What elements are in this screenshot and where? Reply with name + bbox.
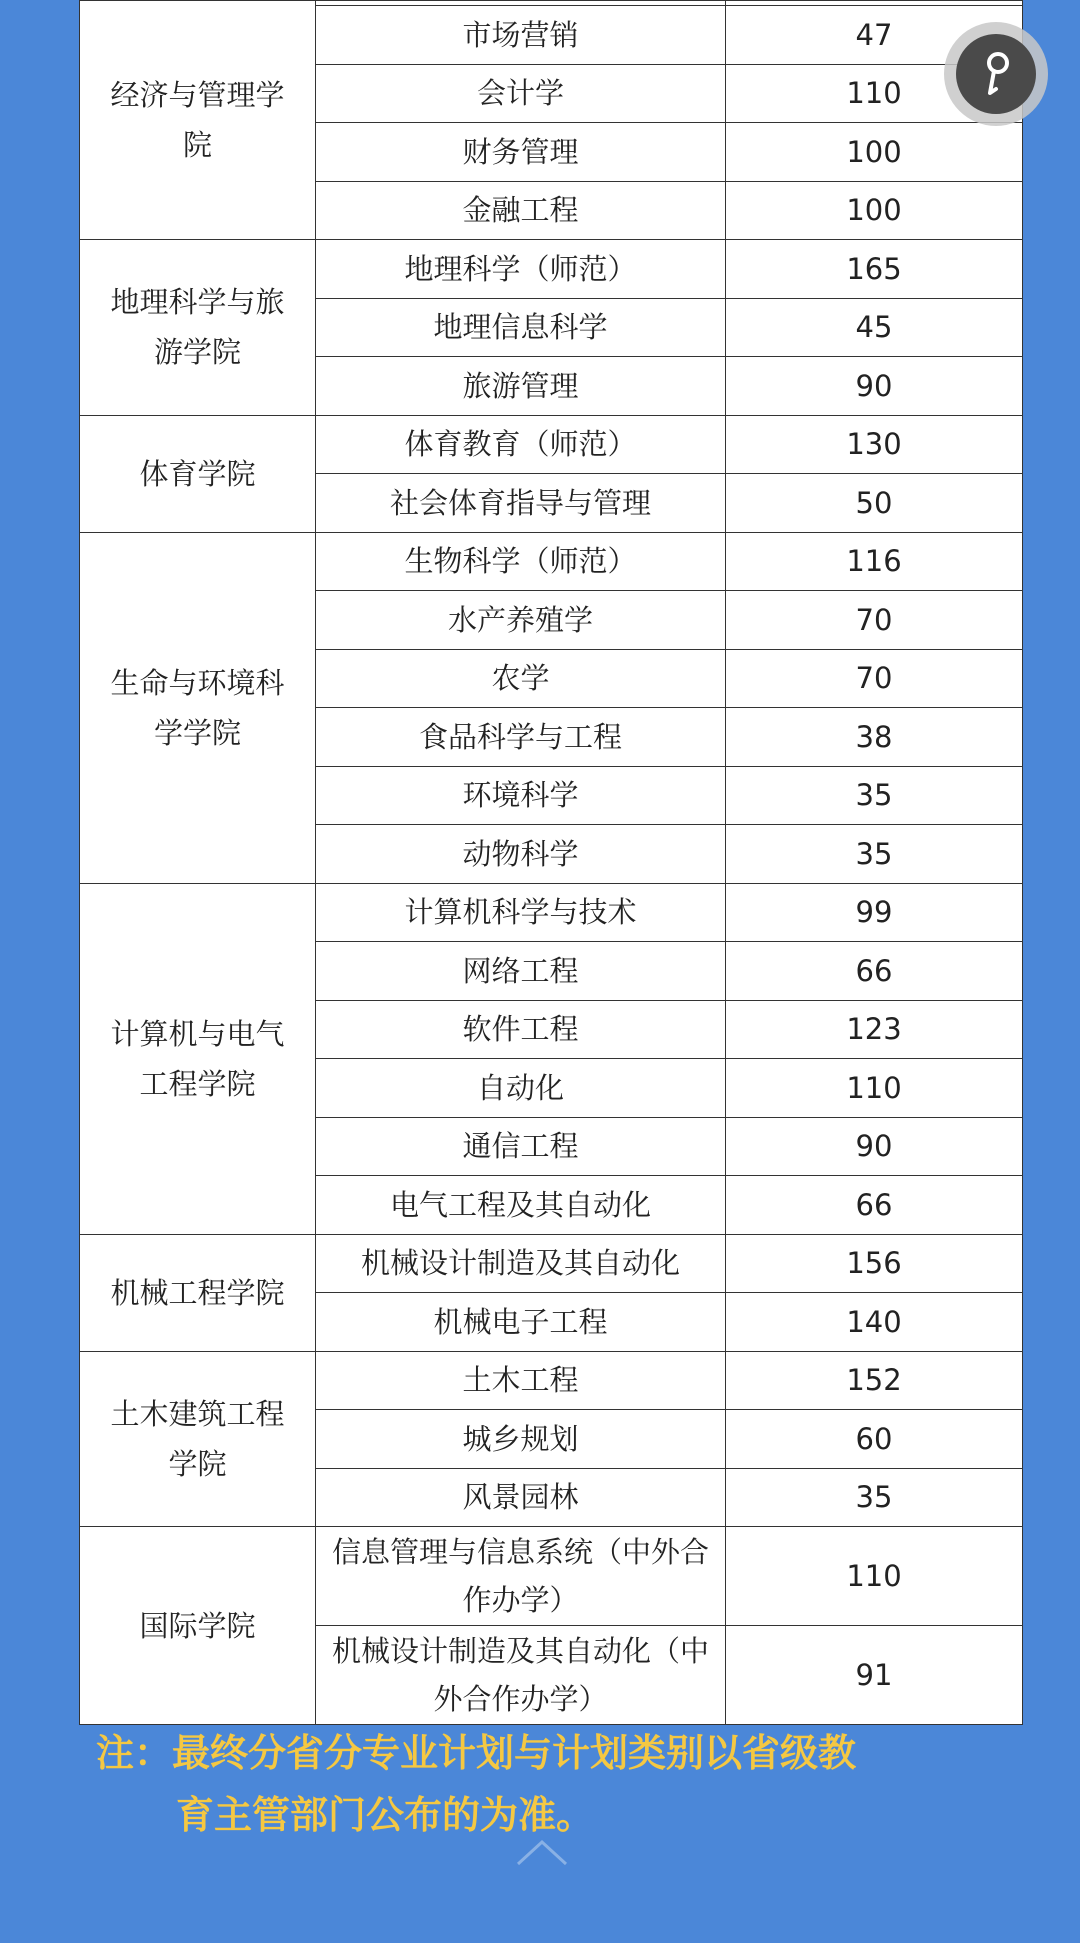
major-cell: 食品科学与工程 [316,708,726,767]
count-cell: 35 [726,1468,1023,1527]
major-cell: 土木工程 [316,1351,726,1410]
major-cell: 机械设计制造及其自动化 [316,1234,726,1293]
major-cell: 生物科学（师范） [316,532,726,591]
major-cell: 财务管理 [316,123,726,182]
major-cell: 城乡规划 [316,1410,726,1469]
major-cell: 风景园林 [316,1468,726,1527]
major-cell: 环境科学 [316,766,726,825]
count-cell: 66 [726,1176,1023,1235]
college-cell: 生命与环境科学学院 [80,532,316,883]
count-cell: 90 [726,1117,1023,1176]
table-row [80,1351,1023,1410]
major-cell: 通信工程 [316,1117,726,1176]
major-cell: 网络工程 [316,942,726,1001]
table-row [80,1234,1023,1293]
count-cell: 140 [726,1293,1023,1352]
major-cell: 市场营销 [316,6,726,65]
count-cell: 165 [726,240,1023,299]
major-cell: 电气工程及其自动化 [316,1176,726,1235]
footnote-line-1: 注：最终分省分专业计划与计划类别以省级教 [96,1731,857,1775]
major-cell: 软件工程 [316,1000,726,1059]
major-cell: 计算机科学与技术 [316,883,726,942]
count-cell: 35 [726,766,1023,825]
count-cell: 60 [726,1410,1023,1469]
major-cell: 旅游管理 [316,357,726,416]
count-cell: 70 [726,649,1023,708]
count-cell: 35 [726,825,1023,884]
count-cell: 47 [726,6,1023,65]
table-row [80,883,1023,942]
major-cell: 自动化 [316,1059,726,1118]
college-cell: 体育学院 [80,415,316,532]
major-cell: 体育教育（师范） [316,415,726,474]
count-cell: 156 [726,1234,1023,1293]
table-row [80,415,1023,474]
footnote-line-2: 育主管部门公布的为准。 [176,1793,595,1837]
major-cell: 金融工程 [316,181,726,240]
table-row [80,532,1023,591]
count-cell: 38 [726,708,1023,767]
count-cell: 110 [726,1527,1023,1626]
count-cell: 110 [726,64,1023,123]
count-cell: 99 [726,883,1023,942]
college-cell: 地理科学与旅游学院 [80,240,316,416]
count-cell: 130 [726,415,1023,474]
count-cell: 66 [726,942,1023,1001]
major-cell: 机械设计制造及其自动化（中外合作办学） [316,1626,726,1725]
count-cell: 100 [726,181,1023,240]
college-cell: 国际学院 [80,1527,316,1725]
chevron-up-icon[interactable] [512,1830,572,1870]
college-cell: 土木建筑工程学院 [80,1351,316,1527]
enrollment-plan-table [79,0,1023,1725]
count-cell: 123 [726,1000,1023,1059]
major-cell: 社会体育指导与管理 [316,474,726,533]
table-row [80,1527,1023,1626]
count-cell: 45 [726,298,1023,357]
major-cell: 机械电子工程 [316,1293,726,1352]
major-cell: 地理科学（师范） [316,240,726,299]
major-cell: 动物科学 [316,825,726,884]
key-icon [956,34,1036,114]
major-cell: 信息管理与信息系统（中外合作办学） [316,1527,726,1626]
college-cell: 机械工程学院 [80,1234,316,1351]
count-cell: 50 [726,474,1023,533]
count-cell: 100 [726,123,1023,182]
college-cell: 经济与管理学院 [80,1,316,240]
floating-assist-button[interactable] [944,22,1048,126]
count-cell: 116 [726,532,1023,591]
count-cell: 152 [726,1351,1023,1410]
major-cell: 会计学 [316,64,726,123]
major-cell: 水产养殖学 [316,591,726,650]
count-cell: 70 [726,591,1023,650]
count-cell: 91 [726,1626,1023,1725]
college-cell: 计算机与电气工程学院 [80,883,316,1234]
major-cell: 地理信息科学 [316,298,726,357]
count-cell: 90 [726,357,1023,416]
major-cell: 农学 [316,649,726,708]
table-row [80,240,1023,299]
count-cell: 110 [726,1059,1023,1118]
